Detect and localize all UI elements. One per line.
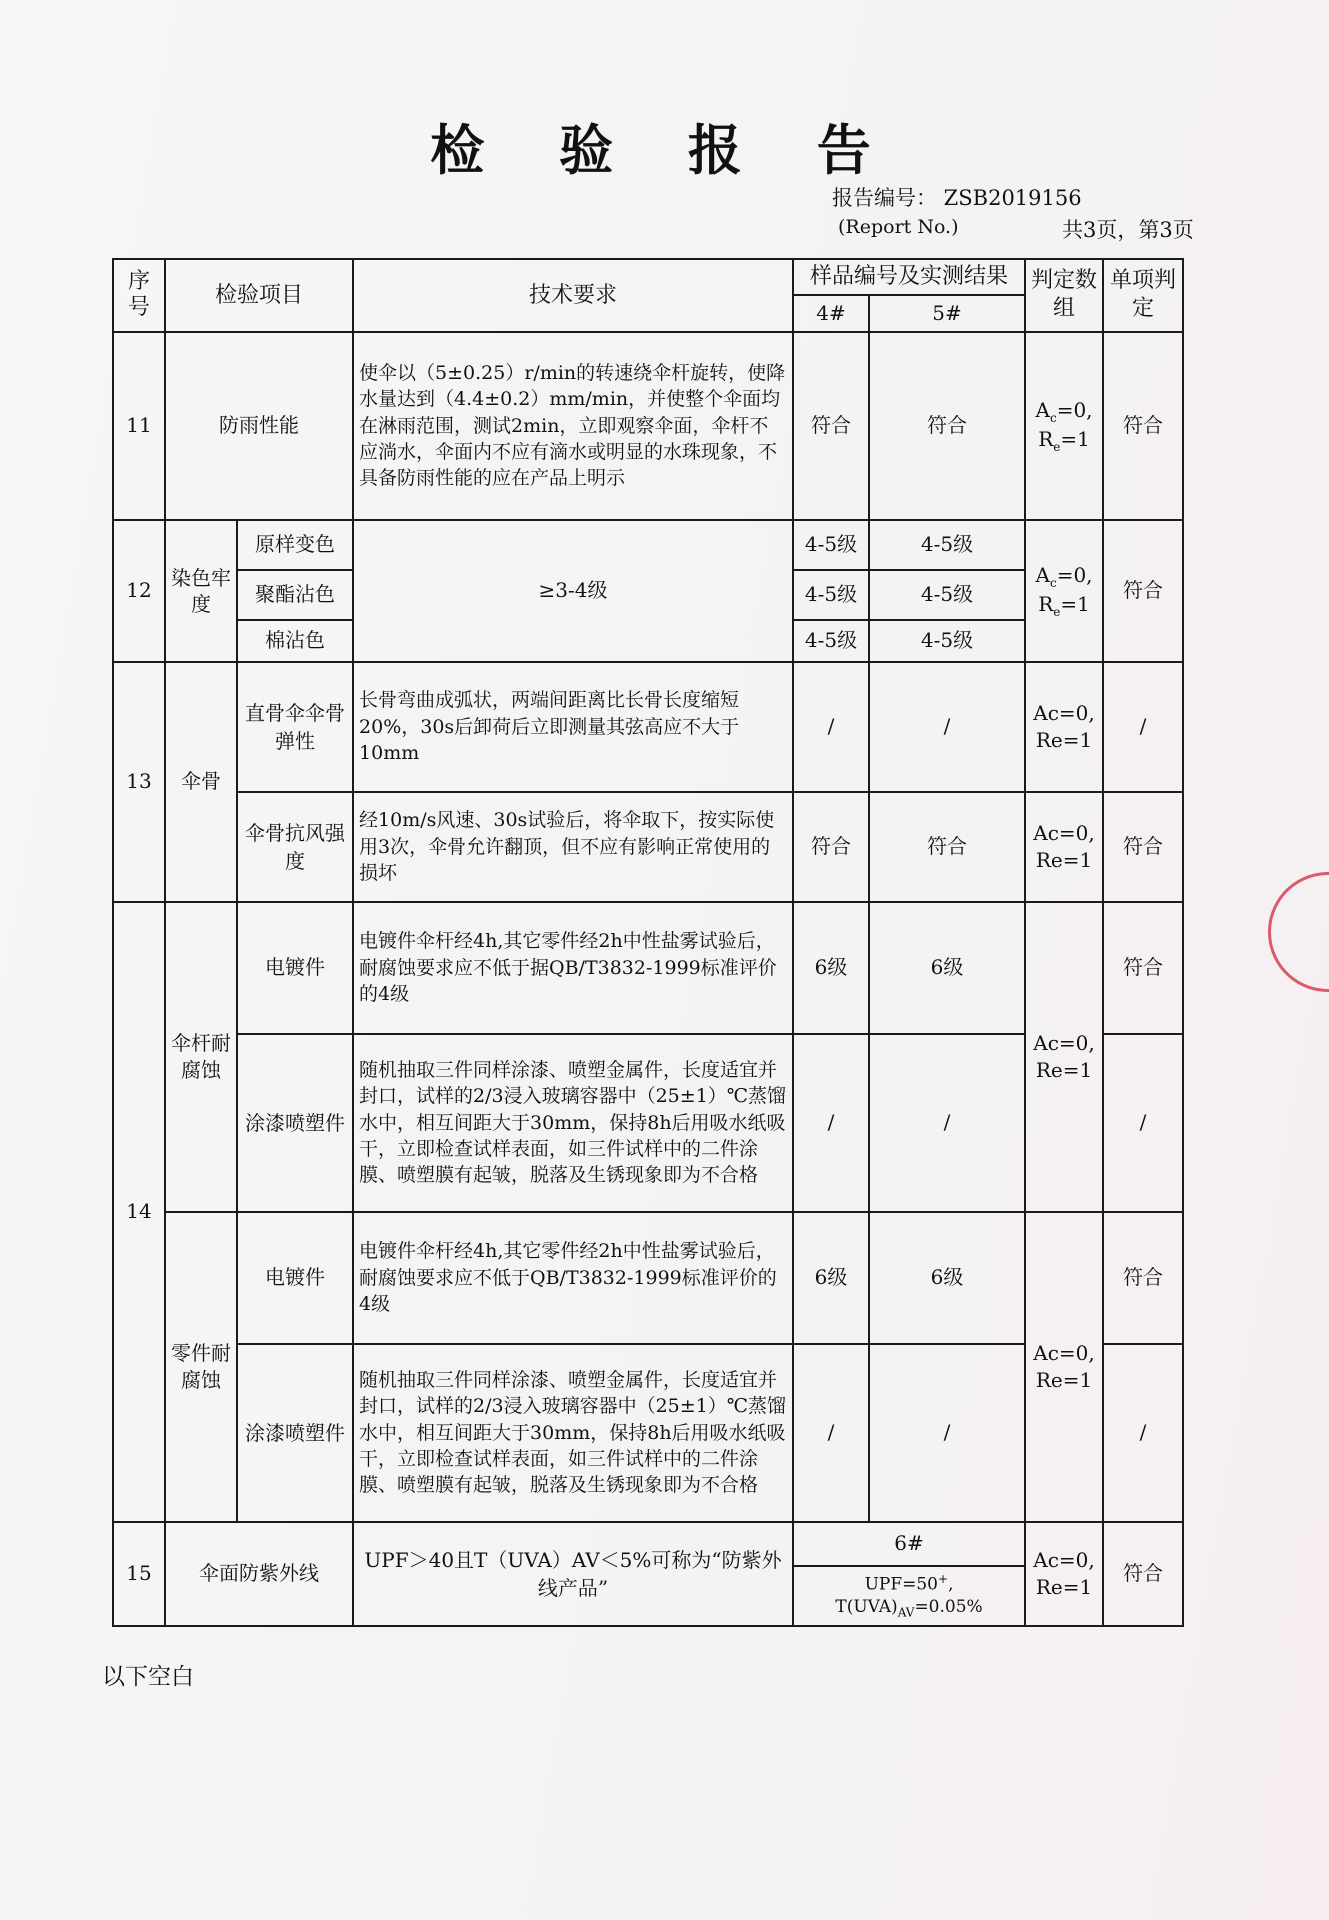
row-requirement: 使伞以（5±0.25）r/min的转速绕伞杆旋转，使降水量达到（4.4±0.2）mm/min，并使整个伞面均在淋雨范围，测试2min，立即观察伞面，伞杆不应淌水，伞面内不应有滴水或明显的水珠现象，不具备防雨性能的应在产品上明示 [353,332,793,520]
header-requirement: 技术要求 [353,259,793,332]
row-sample-4: / [793,1034,869,1212]
header-sample-4: 4# [793,295,869,332]
row-sample-value: UPF=50+, $T(UVA)_{AV}=0.05\%$ [793,1566,1025,1626]
blank-note: 以下空白 [102,1664,194,1690]
table-row [113,1212,1183,1344]
row-requirement: UPF＞40且T（UVA）AV＜5%可称为“防紫外线产品” [353,1522,793,1626]
row-judge-group: Ac=0, Re=1 [1025,792,1103,902]
row-seq: 12 [113,520,165,662]
table-header-row [113,259,1183,295]
table-row [113,1522,1183,1566]
report-number: 报告编号： ZSB2019156 [832,186,1082,210]
table-row [113,902,1183,1034]
row-requirement: 经10m/s风速、30s试验后，将伞取下，按实际使用3次，伞骨允许翻顶，但不应有影响正常使用的损坏 [353,792,793,902]
row-item: 防雨性能 [165,332,353,520]
table-row [113,1344,1183,1522]
row-result: 符合 [1103,332,1183,520]
row-item: 伞面防紫外线 [165,1522,353,1626]
row-seq: 13 [113,662,165,902]
row-subitem: 电镀件 [237,1212,353,1344]
row-item: 零件耐腐蚀 [165,1212,237,1522]
row-result: 符合 [1103,520,1183,662]
row-subitem: 涂漆喷塑件 [237,1034,353,1212]
row-sample-5: / [869,662,1025,792]
header-samples: 样品编号及实测结果 [793,259,1025,295]
row-sample-4: 6级 [793,1212,869,1344]
row-subitem: 棉沾色 [237,620,353,662]
header-sample-5: 5# [869,295,1025,332]
row-judge-group: $A_c=0$, $R_e=1$ [1025,332,1103,520]
header-item: 检验项目 [165,259,353,332]
row-sample-5: 6级 [869,1212,1025,1344]
table-row [113,792,1183,902]
row-subitem: 聚酯沾色 [237,570,353,620]
official-seal [1251,855,1329,1009]
row-seq: 11 [113,332,165,520]
row-result: 符合 [1103,792,1183,902]
row-subitem: 电镀件 [237,902,353,1034]
row-result: 符合 [1103,1522,1183,1626]
row-judge-group: $A_c=0$, $R_e=1$ [1025,520,1103,662]
row-judge-group: Ac=0, Re=1 [1025,662,1103,792]
row-item: 伞骨 [165,662,237,902]
inspection-table [112,258,1184,1627]
row-sample: 6# [793,1522,1025,1566]
header-seq: 序号 [113,259,165,332]
row-judge-group: Ac=0, Re=1 [1025,1522,1103,1626]
row-sample-4: 4-5级 [793,620,869,662]
row-result: / [1103,662,1183,792]
row-requirement: 电镀件伞杆经4h,其它零件经2h中性盐雾试验后，耐腐蚀要求应不低于据QB/T3832-1999标准评价的4级 [353,902,793,1034]
row-result: / [1103,1344,1183,1522]
row-requirement: 随机抽取三件同样涂漆、喷塑金属件，长度适宜并封口，试样的2/3浸入玻璃容器中（25±1）℃蒸馏水中，相互间距大于30mm，保持8h后用吸水纸吸干，立即检查试样表面，如三件试样中的二件涂膜、喷塑膜有起皱，脱落及生锈现象即为不合格 [353,1344,793,1522]
table-row [113,1034,1183,1212]
row-requirement: 电镀件伞杆经4h,其它零件经2h中性盐雾试验后，耐腐蚀要求应不低于QB/T3832-1999标准评价的4级 [353,1212,793,1344]
row-sample-4: 符合 [793,792,869,902]
row-sample-4: 符合 [793,332,869,520]
row-subitem: 涂漆喷塑件 [237,1344,353,1522]
row-sample-5: 4-5级 [869,570,1025,620]
row-sample-5: 4-5级 [869,520,1025,570]
row-item: 染色牢度 [165,520,237,662]
row-sample-5: / [869,1344,1025,1522]
row-subitem: 直骨伞伞骨弹性 [237,662,353,792]
table-row [113,520,1183,570]
row-sample-4: 4-5级 [793,570,869,620]
page-info: 共3页，第3页 [1062,218,1194,242]
page-title: 检 验 报 告 [430,119,899,182]
row-requirement: ≥3-4级 [353,520,793,662]
header-judge-group: 判定数组 [1025,259,1103,332]
row-sample-4: 4-5级 [793,520,869,570]
row-judge-group: Ac=0, Re=1 [1025,902,1103,1212]
row-sample-5: 符合 [869,792,1025,902]
row-seq: 15 [113,1522,165,1626]
row-sample-4: 6级 [793,902,869,1034]
row-sample-4: / [793,1344,869,1522]
report-number-en-label: (Report No.) [838,216,959,238]
row-judge-group: Ac=0, Re=1 [1025,1212,1103,1522]
row-result: 符合 [1103,902,1183,1034]
header-single-judge: 单项判定 [1103,259,1183,332]
row-seq: 14 [113,902,165,1522]
row-subitem: 伞骨抗风强度 [237,792,353,902]
row-result: / [1103,1034,1183,1212]
row-subitem: 原样变色 [237,520,353,570]
row-result: 符合 [1103,1212,1183,1344]
row-requirement: 长骨弯曲成弧状，两端间距离比长骨长度缩短20%，30s后卸荷后立即测量其弦高应不大于10mm [353,662,793,792]
table-row [113,332,1183,520]
row-sample-5: 4-5级 [869,620,1025,662]
row-sample-5: / [869,1034,1025,1212]
row-sample-4: / [793,662,869,792]
row-item: 伞杆耐腐蚀 [165,902,237,1212]
row-sample-5: 符合 [869,332,1025,520]
row-sample-5: 6级 [869,902,1025,1034]
table-row [113,662,1183,792]
row-requirement: 随机抽取三件同样涂漆、喷塑金属件，长度适宜并封口，试样的2/3浸入玻璃容器中（25±1）℃蒸馏水中，相互间距大于30mm，保持8h后用吸水纸吸干，立即检查试样表面，如三件试样中的二件涂膜、喷塑膜有起皱，脱落及生锈现象即为不合格 [353,1034,793,1212]
